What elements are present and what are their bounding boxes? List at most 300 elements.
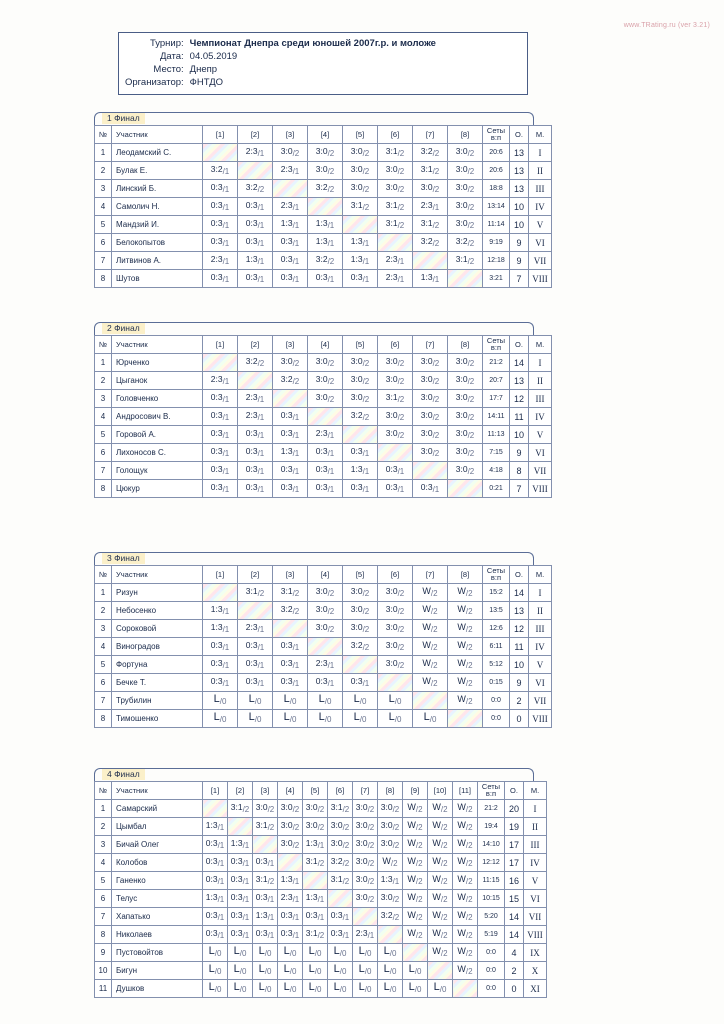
result-cell: $2:3_{/1}$ <box>413 198 448 216</box>
result-cell <box>413 462 448 480</box>
row-number: 1 <box>95 800 112 818</box>
result-cell: $L_{/0}$ <box>253 980 278 998</box>
result-cell: $3:0_{/2}$ <box>353 800 378 818</box>
group-results-table <box>94 125 552 288</box>
result-cell: $3:0_{/2}$ <box>378 372 413 390</box>
result-cell: $W_{/2}$ <box>403 800 428 818</box>
result-cell <box>273 620 308 638</box>
row-number: 2 <box>95 162 112 180</box>
col-header-points: О. <box>510 126 529 144</box>
result-cell: $0:3_{/1}$ <box>203 234 238 252</box>
result-cell: $1:3_{/1}$ <box>253 908 278 926</box>
result-cell: $0:3_{/1}$ <box>278 926 303 944</box>
row-number: 6 <box>95 234 112 252</box>
col-header-opponent: [4] <box>308 566 343 584</box>
result-cell: $L_{/0}$ <box>328 962 353 980</box>
result-cell: $1:3_{/1}$ <box>273 444 308 462</box>
result-cell: $W_{/2}$ <box>428 926 453 944</box>
result-cell: $L_{/0}$ <box>378 710 413 728</box>
row-place: VI <box>529 674 552 692</box>
row-place: VII <box>529 692 552 710</box>
result-cell <box>238 602 273 620</box>
row-place: IV <box>529 408 552 426</box>
table-row <box>95 602 552 620</box>
table-row <box>95 444 552 462</box>
table-row <box>95 390 552 408</box>
row-participant-name: Голощук <box>112 462 203 480</box>
row-number: 4 <box>95 638 112 656</box>
col-header-participant: Участник <box>112 782 203 800</box>
result-cell <box>343 656 378 674</box>
result-cell: $W_{/2}$ <box>453 872 478 890</box>
result-cell: $W_{/2}$ <box>448 638 483 656</box>
header-label: Дата: <box>159 51 184 62</box>
result-cell: $2:3_{/1}$ <box>273 198 308 216</box>
row-sets: 12:12 <box>478 854 505 872</box>
table-row <box>95 656 552 674</box>
result-cell: $L_{/0}$ <box>203 962 228 980</box>
result-cell <box>453 980 478 998</box>
result-cell: $3:0_{/2}$ <box>378 602 413 620</box>
result-cell: $W_{/2}$ <box>428 944 453 962</box>
result-cell: $3:0_{/2}$ <box>378 620 413 638</box>
row-number: 4 <box>95 408 112 426</box>
result-cell: $0:3_{/1}$ <box>238 656 273 674</box>
row-place: III <box>529 620 552 638</box>
row-number: 8 <box>95 710 112 728</box>
row-participant-name: Мандзий И. <box>112 216 203 234</box>
result-cell: $0:3_{/1}$ <box>203 854 228 872</box>
result-cell: $0:3_{/1}$ <box>273 426 308 444</box>
row-number: 1 <box>95 584 112 602</box>
result-cell: $3:0_{/2}$ <box>448 162 483 180</box>
result-cell: $W_{/2}$ <box>428 908 453 926</box>
result-cell: $0:3_{/1}$ <box>238 444 273 462</box>
result-cell: $L_{/0}$ <box>403 962 428 980</box>
row-participant-name: Горовой А. <box>112 426 203 444</box>
result-cell: $W_{/2}$ <box>413 674 448 692</box>
col-header-opponent: [2] <box>238 126 273 144</box>
result-cell: $3:0_{/2}$ <box>353 836 378 854</box>
col-header-points: О. <box>510 566 529 584</box>
result-cell: $1:3_{/1}$ <box>343 234 378 252</box>
row-sets: 19:4 <box>478 818 505 836</box>
result-cell: $3:0_{/2}$ <box>353 890 378 908</box>
result-cell: $3:1_{/2}$ <box>378 390 413 408</box>
result-cell: $0:3_{/1}$ <box>273 408 308 426</box>
result-cell: $3:0_{/2}$ <box>353 854 378 872</box>
result-cell <box>413 692 448 710</box>
row-points: 11 <box>510 408 529 426</box>
row-sets: 6:11 <box>483 638 510 656</box>
result-cell: $1:3_{/1}$ <box>203 890 228 908</box>
col-header-participant: Участник <box>112 126 203 144</box>
result-cell: $L_{/0}$ <box>378 980 403 998</box>
table-row <box>95 270 552 288</box>
table-row <box>95 180 552 198</box>
result-cell: $L_{/0}$ <box>238 710 273 728</box>
row-participant-name: Бигун <box>112 962 203 980</box>
result-cell <box>413 252 448 270</box>
col-header-opponent: [5] <box>343 126 378 144</box>
col-header-place: М. <box>529 336 552 354</box>
result-cell: $3:0_{/2}$ <box>413 354 448 372</box>
result-cell: $3:0_{/2}$ <box>343 620 378 638</box>
result-cell <box>308 408 343 426</box>
result-cell: $W_{/2}$ <box>413 638 448 656</box>
result-cell: $L_{/0}$ <box>403 980 428 998</box>
row-sets: 10:15 <box>478 890 505 908</box>
row-points: 12 <box>510 390 529 408</box>
col-header-place: М. <box>529 566 552 584</box>
row-points: 20 <box>505 800 524 818</box>
result-cell: $L_{/0}$ <box>203 710 238 728</box>
result-cell: $3:0_{/2}$ <box>273 354 308 372</box>
result-cell: $0:3_{/1}$ <box>238 216 273 234</box>
col-header-opponent: [11] <box>453 782 478 800</box>
result-cell: $3:0_{/2}$ <box>328 836 353 854</box>
row-number: 8 <box>95 270 112 288</box>
row-points: 4 <box>505 944 524 962</box>
result-cell: $3:0_{/2}$ <box>343 584 378 602</box>
row-participant-name: Сороковой <box>112 620 203 638</box>
result-cell: $W_{/2}$ <box>413 584 448 602</box>
result-cell <box>378 674 413 692</box>
header-row <box>125 50 436 63</box>
result-cell: $0:3_{/1}$ <box>378 462 413 480</box>
result-cell: $3:0_{/2}$ <box>448 426 483 444</box>
result-cell: $3:2_{/2}$ <box>308 180 343 198</box>
result-cell: $W_{/2}$ <box>413 620 448 638</box>
result-cell <box>343 216 378 234</box>
result-cell: $W_{/2}$ <box>448 692 483 710</box>
result-cell: $3:0_{/2}$ <box>308 162 343 180</box>
row-place: VI <box>529 444 552 462</box>
row-sets: 3:21 <box>483 270 510 288</box>
result-cell: $3:1_{/2}$ <box>378 198 413 216</box>
row-points: 13 <box>510 180 529 198</box>
group-title-bar <box>94 768 534 781</box>
group-title: 1 Финал <box>102 113 145 124</box>
row-sets: 0:0 <box>478 962 505 980</box>
table-header-row <box>95 126 552 144</box>
row-points: 0 <box>505 980 524 998</box>
result-cell: $0:3_{/1}$ <box>203 198 238 216</box>
row-sets: 0:0 <box>478 980 505 998</box>
result-cell: $L_{/0}$ <box>328 980 353 998</box>
col-header-participant: Участник <box>112 336 203 354</box>
row-participant-name: Цыганок <box>112 372 203 390</box>
result-cell: $0:3_{/1}$ <box>278 908 303 926</box>
result-cell: $0:3_{/1}$ <box>308 444 343 462</box>
row-sets: 21:2 <box>478 800 505 818</box>
result-cell: $0:3_{/1}$ <box>308 480 343 498</box>
row-place: V <box>529 426 552 444</box>
result-cell: $W_{/2}$ <box>453 962 478 980</box>
row-points: 11 <box>510 638 529 656</box>
result-cell: $3:0_{/2}$ <box>308 584 343 602</box>
header-label: Турнир: <box>149 38 184 49</box>
result-cell: $L_{/0}$ <box>238 692 273 710</box>
col-header-opponent: [5] <box>343 336 378 354</box>
row-participant-name: Головченко <box>112 390 203 408</box>
row-participant-name: Литвинов А. <box>112 252 203 270</box>
row-number: 5 <box>95 656 112 674</box>
row-points: 13 <box>510 372 529 390</box>
row-place: IV <box>524 854 547 872</box>
row-participant-name: Цымбал <box>112 818 203 836</box>
result-cell: $W_{/2}$ <box>453 908 478 926</box>
result-cell: $L_{/0}$ <box>428 980 453 998</box>
result-cell: $0:3_{/1}$ <box>238 638 273 656</box>
result-cell: $0:3_{/1}$ <box>228 872 253 890</box>
result-cell: $3:1_{/2}$ <box>413 216 448 234</box>
result-cell: $0:3_{/1}$ <box>203 216 238 234</box>
row-participant-name: Пустовойтов <box>112 944 203 962</box>
result-cell: $3:0_{/2}$ <box>278 800 303 818</box>
result-cell: $W_{/2}$ <box>413 656 448 674</box>
result-cell: $3:0_{/2}$ <box>413 180 448 198</box>
result-cell: $3:2_{/2}$ <box>343 408 378 426</box>
table-row <box>95 980 547 998</box>
result-cell: $W_{/2}$ <box>403 854 428 872</box>
result-cell: $L_{/0}$ <box>413 710 448 728</box>
result-cell: $2:3_{/1}$ <box>278 890 303 908</box>
row-points: 10 <box>510 656 529 674</box>
result-cell: $L_{/0}$ <box>273 710 308 728</box>
result-cell: $0:3_{/1}$ <box>273 462 308 480</box>
result-cell: $3:0_{/2}$ <box>448 444 483 462</box>
result-cell: $0:3_{/1}$ <box>238 234 273 252</box>
row-points: 2 <box>510 692 529 710</box>
group-block <box>94 112 548 288</box>
result-cell: $0:3_{/1}$ <box>203 408 238 426</box>
row-number: 8 <box>95 926 112 944</box>
group-block <box>94 552 548 728</box>
result-cell: $0:3_{/1}$ <box>253 854 278 872</box>
row-place: VII <box>524 908 547 926</box>
result-cell: $0:3_{/1}$ <box>273 234 308 252</box>
result-cell: $3:0_{/2}$ <box>448 354 483 372</box>
result-cell: $L_{/0}$ <box>228 944 253 962</box>
row-participant-name: Лихоносов С. <box>112 444 203 462</box>
table-row <box>95 584 552 602</box>
row-number: 6 <box>95 674 112 692</box>
result-cell: $2:3_{/1}$ <box>238 408 273 426</box>
result-cell: $3:1_{/2}$ <box>413 162 448 180</box>
result-cell: $1:3_{/1}$ <box>343 462 378 480</box>
result-cell: $2:3_{/1}$ <box>308 656 343 674</box>
result-cell: $3:0_{/2}$ <box>343 144 378 162</box>
row-participant-name: Белокопытов <box>112 234 203 252</box>
row-points: 13 <box>510 162 529 180</box>
result-cell: $3:2_{/2}$ <box>413 144 448 162</box>
result-cell: $0:3_{/1}$ <box>203 462 238 480</box>
result-cell: $0:3_{/1}$ <box>273 480 308 498</box>
col-header-place: М. <box>524 782 547 800</box>
row-points: 17 <box>505 836 524 854</box>
group-title-frame <box>94 552 534 565</box>
row-sets: 15:2 <box>483 584 510 602</box>
result-cell: $W_{/2}$ <box>448 674 483 692</box>
result-cell: $3:0_{/2}$ <box>343 372 378 390</box>
result-cell <box>203 800 228 818</box>
result-cell: $0:3_{/1}$ <box>253 890 278 908</box>
row-place: X <box>524 962 547 980</box>
row-place: VIII <box>529 480 552 498</box>
row-number: 3 <box>95 620 112 638</box>
row-points: 10 <box>510 216 529 234</box>
row-place: V <box>529 656 552 674</box>
row-participant-name: Бечке Т. <box>112 674 203 692</box>
col-header-opponent: [6] <box>378 336 413 354</box>
row-participant-name: Небосенко <box>112 602 203 620</box>
result-cell: $L_{/0}$ <box>273 692 308 710</box>
group-title-frame <box>94 322 534 335</box>
result-cell: $W_{/2}$ <box>453 836 478 854</box>
result-cell: $0:3_{/1}$ <box>203 638 238 656</box>
result-cell: $0:3_{/1}$ <box>238 270 273 288</box>
row-participant-name: Хапатько <box>112 908 203 926</box>
result-cell: $0:3_{/1}$ <box>203 390 238 408</box>
result-cell: $L_{/0}$ <box>253 944 278 962</box>
result-cell: $W_{/2}$ <box>448 656 483 674</box>
result-cell <box>253 836 278 854</box>
result-cell: $0:3_{/1}$ <box>228 926 253 944</box>
result-cell: $3:0_{/2}$ <box>413 444 448 462</box>
result-cell: $1:3_{/1}$ <box>303 890 328 908</box>
row-sets: 13:14 <box>483 198 510 216</box>
row-sets: 0:21 <box>483 480 510 498</box>
result-cell: $3:0_{/2}$ <box>378 638 413 656</box>
col-header-opponent: [9] <box>403 782 428 800</box>
col-header-opponent: [4] <box>278 782 303 800</box>
table-row <box>95 372 552 390</box>
row-sets: 7:15 <box>483 444 510 462</box>
result-cell: $3:0_{/2}$ <box>378 584 413 602</box>
result-cell: $W_{/2}$ <box>453 800 478 818</box>
result-cell <box>308 638 343 656</box>
result-cell: $3:0_{/2}$ <box>448 216 483 234</box>
table-row <box>95 480 552 498</box>
result-cell: $L_{/0}$ <box>203 980 228 998</box>
col-header-points: О. <box>505 782 524 800</box>
table-row <box>95 638 552 656</box>
result-cell: $1:3_{/1}$ <box>378 872 403 890</box>
row-sets: 5:19 <box>478 926 505 944</box>
row-sets: 20:7 <box>483 372 510 390</box>
result-cell: $L_{/0}$ <box>203 944 228 962</box>
result-cell: $2:3_{/1}$ <box>203 252 238 270</box>
col-header-participant: Участник <box>112 566 203 584</box>
row-participant-name: Тимошенко <box>112 710 203 728</box>
row-place: IV <box>529 198 552 216</box>
result-cell: $3:0_{/2}$ <box>448 462 483 480</box>
result-cell: $0:3_{/1}$ <box>303 908 328 926</box>
row-number: 3 <box>95 390 112 408</box>
result-cell: $0:3_{/1}$ <box>273 674 308 692</box>
result-cell: $3:0_{/2}$ <box>308 144 343 162</box>
row-participant-name: Николаев <box>112 926 203 944</box>
table-row <box>95 800 547 818</box>
result-cell: $L_{/0}$ <box>278 980 303 998</box>
result-cell: $0:3_{/1}$ <box>238 426 273 444</box>
result-cell: $W_{/2}$ <box>403 908 428 926</box>
result-cell: $W_{/2}$ <box>428 818 453 836</box>
row-place: I <box>529 144 552 162</box>
result-cell: $3:2_{/2}$ <box>273 602 308 620</box>
result-cell: $3:0_{/2}$ <box>328 818 353 836</box>
row-sets: 17:7 <box>483 390 510 408</box>
result-cell: $L_{/0}$ <box>328 944 353 962</box>
result-cell: $3:1_{/2}$ <box>328 872 353 890</box>
result-cell: $3:0_{/2}$ <box>343 354 378 372</box>
result-cell: $L_{/0}$ <box>308 710 343 728</box>
row-number: 2 <box>95 602 112 620</box>
col-header-no: № <box>95 126 112 144</box>
col-header-opponent: [7] <box>413 566 448 584</box>
result-cell: $3:0_{/2}$ <box>448 198 483 216</box>
row-number: 10 <box>95 962 112 980</box>
result-cell: $3:0_{/2}$ <box>378 890 403 908</box>
result-cell: $1:3_{/1}$ <box>228 836 253 854</box>
result-cell: $3:0_{/2}$ <box>273 144 308 162</box>
result-cell: $W_{/2}$ <box>378 854 403 872</box>
result-cell: $3:0_{/2}$ <box>353 872 378 890</box>
result-cell: $0:3_{/1}$ <box>273 252 308 270</box>
result-cell: $0:3_{/1}$ <box>343 480 378 498</box>
result-cell: $0:3_{/1}$ <box>253 926 278 944</box>
result-cell: $0:3_{/1}$ <box>203 836 228 854</box>
col-header-opponent: [7] <box>413 126 448 144</box>
result-cell: $0:3_{/1}$ <box>238 462 273 480</box>
row-number: 2 <box>95 372 112 390</box>
result-cell: $2:3_{/1}$ <box>238 620 273 638</box>
row-participant-name: Трубилин <box>112 692 203 710</box>
result-cell: $L_{/0}$ <box>378 962 403 980</box>
result-cell <box>378 926 403 944</box>
result-cell: $0:3_{/1}$ <box>343 674 378 692</box>
result-cell <box>273 180 308 198</box>
result-cell: $0:3_{/1}$ <box>203 674 238 692</box>
row-sets: 4:18 <box>483 462 510 480</box>
col-header-opponent: [7] <box>413 336 448 354</box>
result-cell: $3:0_{/2}$ <box>308 354 343 372</box>
header-row <box>125 37 436 50</box>
result-cell: $L_{/0}$ <box>228 962 253 980</box>
table-row <box>95 354 552 372</box>
result-cell: $W_{/2}$ <box>448 620 483 638</box>
result-cell <box>228 818 253 836</box>
row-number: 1 <box>95 354 112 372</box>
result-cell: $3:0_{/2}$ <box>278 818 303 836</box>
row-points: 14 <box>505 926 524 944</box>
col-header-opponent: [5] <box>303 782 328 800</box>
result-cell: $3:0_{/2}$ <box>303 818 328 836</box>
row-place: II <box>529 372 552 390</box>
result-cell: $3:1_{/2}$ <box>303 854 328 872</box>
col-header-opponent: [8] <box>448 336 483 354</box>
result-cell: $0:3_{/1}$ <box>328 926 353 944</box>
result-cell: $3:0_{/2}$ <box>413 372 448 390</box>
row-sets: 5:12 <box>483 656 510 674</box>
result-cell: $3:2_{/2}$ <box>238 180 273 198</box>
group-results-table <box>94 565 552 728</box>
row-participant-name: Фортуна <box>112 656 203 674</box>
group-title-bar <box>94 112 534 125</box>
col-header-opponent: [3] <box>273 336 308 354</box>
table-row <box>95 408 552 426</box>
